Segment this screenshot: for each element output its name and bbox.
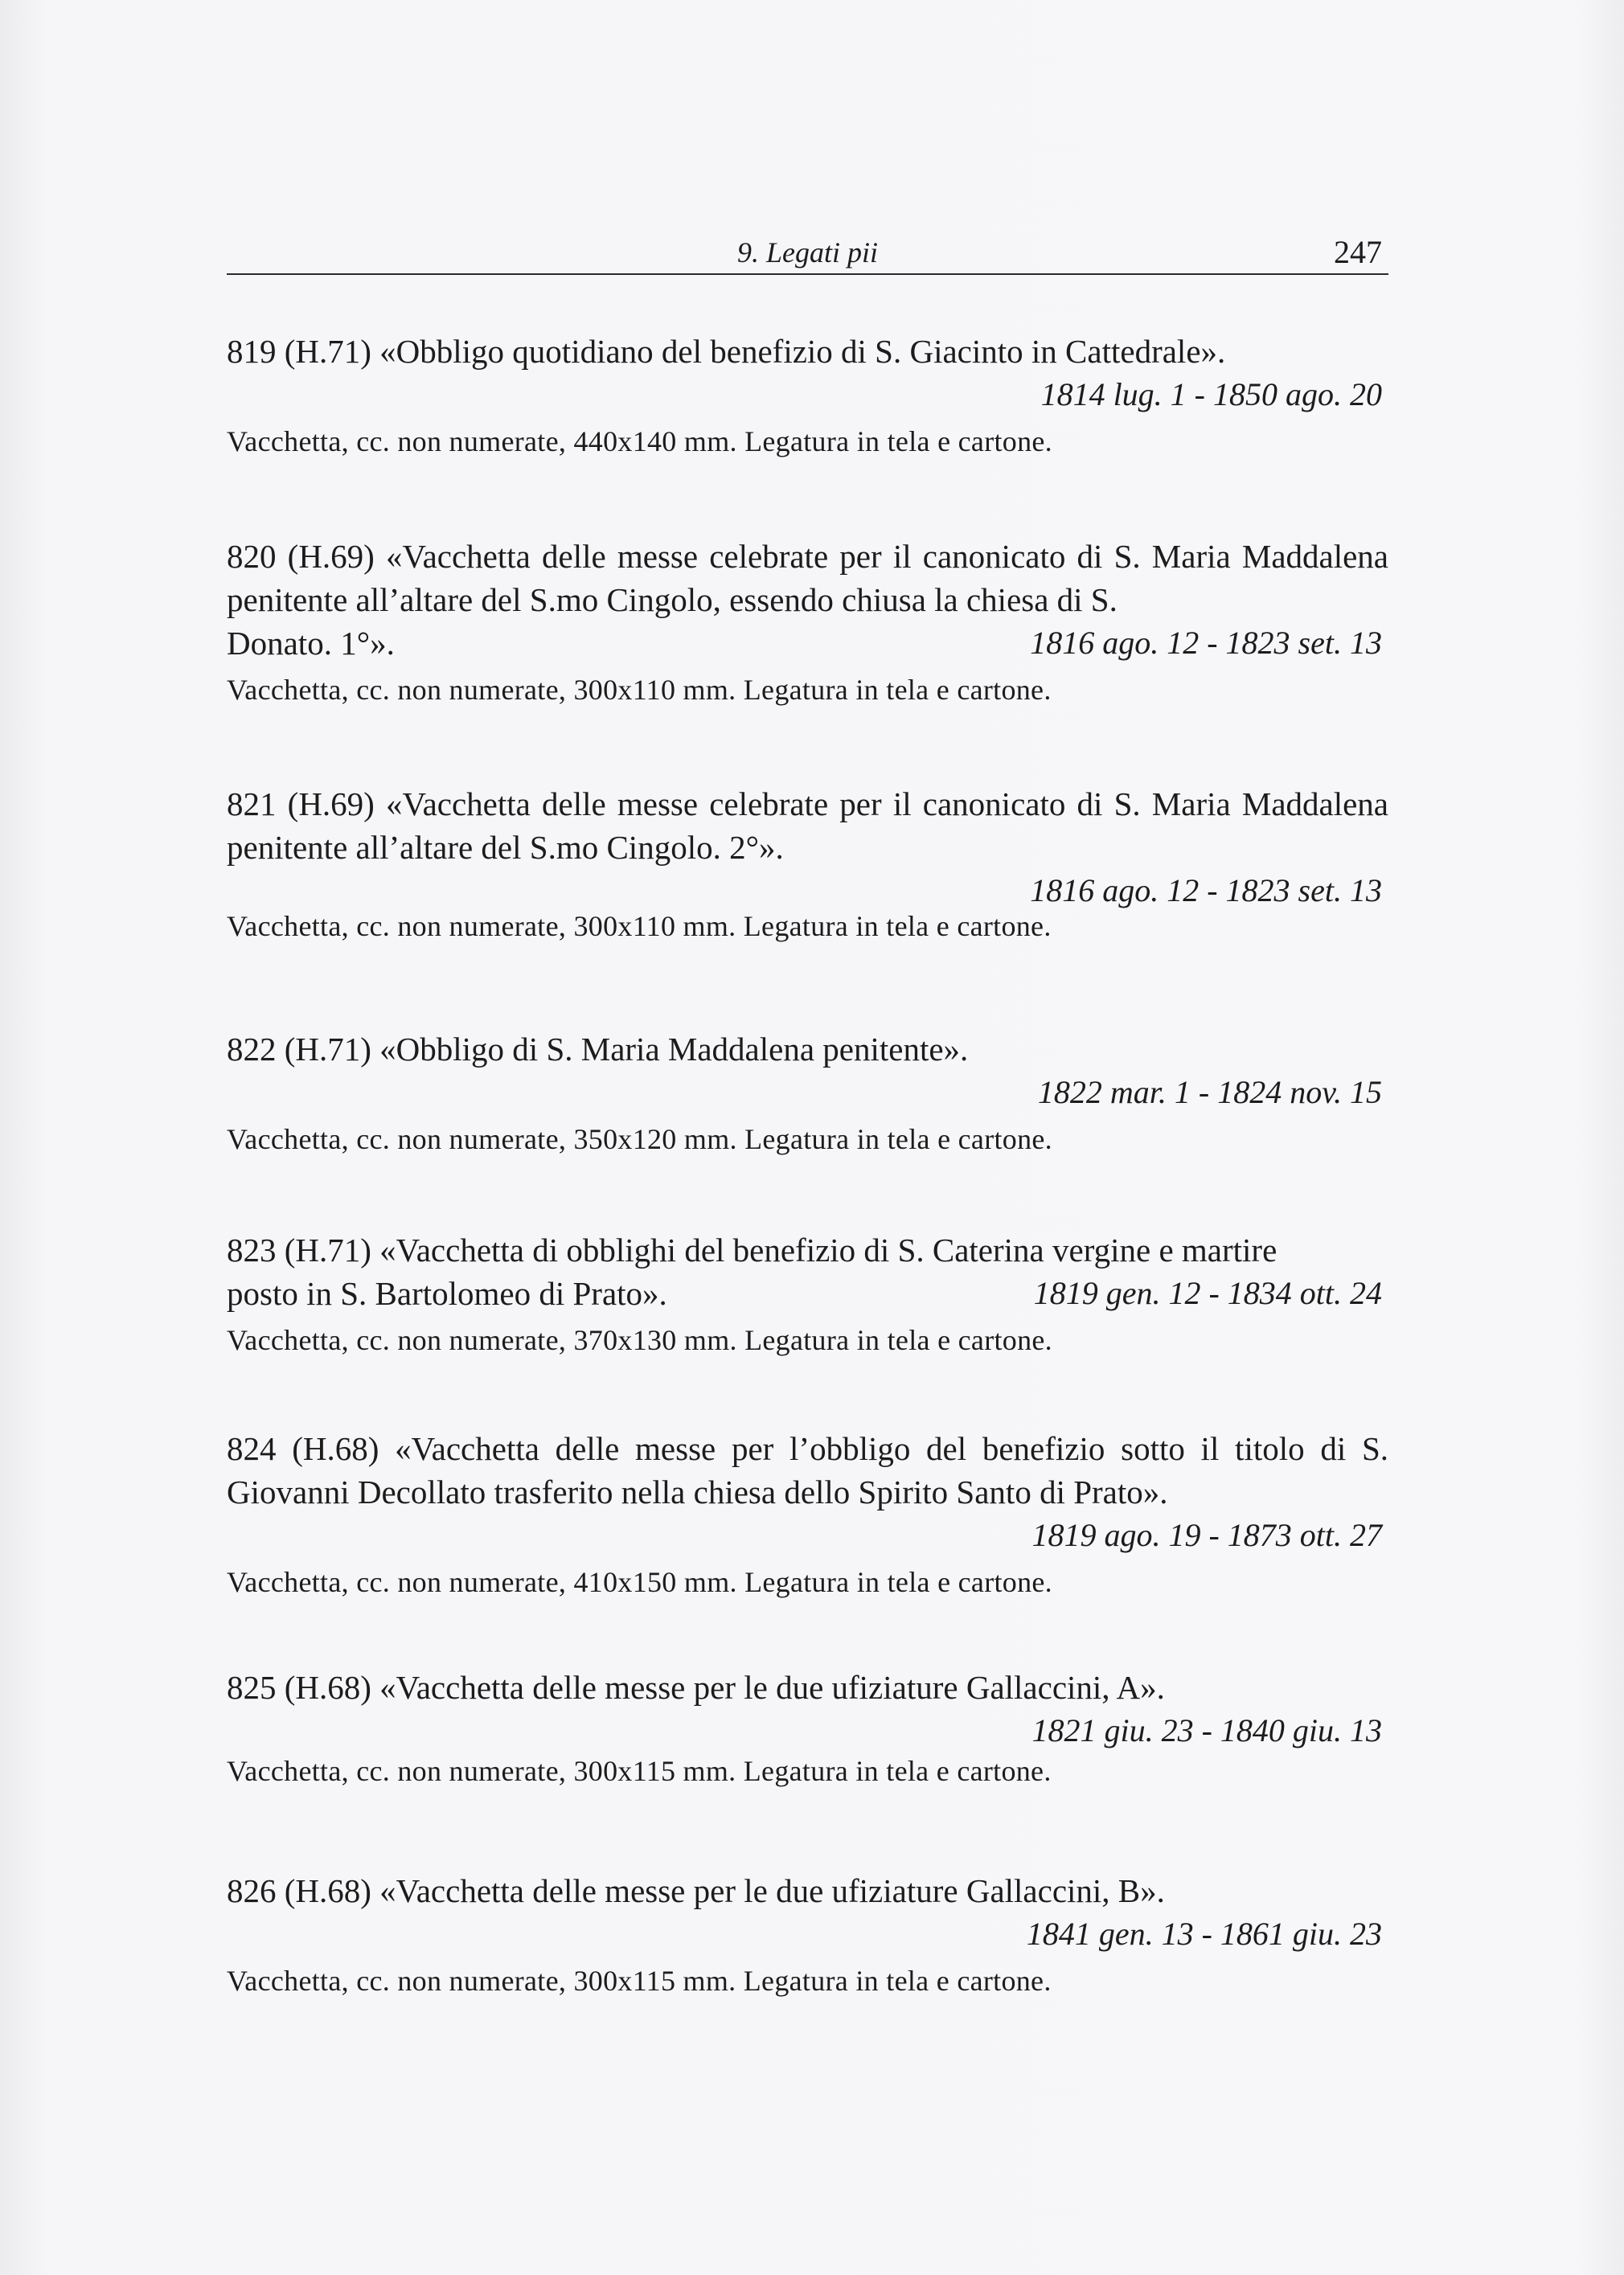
entry-title: 822 (H.71) «Obbligo di S. Maria Maddalena penitente». [227, 1031, 969, 1068]
entry-820 [227, 535, 1388, 710]
entry-824 [227, 1427, 1388, 1602]
page-number: 247 [1334, 234, 1382, 270]
entry-description: Vacchetta, cc. non numerate, 300x110 mm. Legatura in tela e cartone. [227, 674, 1052, 706]
entry-822 [227, 1027, 1388, 1159]
entry-819 [227, 330, 1388, 461]
entry-description: Vacchetta, cc. non numerate, 350x120 mm. Legatura in tela e cartone. [227, 1123, 1052, 1155]
entry-title-tail-text: posto in S. Bartolomeo di Prato». [227, 1275, 667, 1312]
entry-description: Vacchetta, cc. non numerate, 370x130 mm. Legatura in tela e cartone. [227, 1324, 1052, 1356]
entry-dates: 1841 gen. 13 - 1861 giu. 23 [1026, 1916, 1382, 1952]
entry-dates: 1816 ago. 12 - 1823 set. 13 [1030, 625, 1382, 661]
entry-title-tail [227, 1272, 1388, 1315]
entry-description: Vacchetta, cc. non numerate, 300x115 mm. Legatura in tela e cartone. [227, 1755, 1052, 1787]
entry-823 [227, 1228, 1388, 1360]
entry-dates: 1814 lug. 1 - 1850 ago. 20 [1040, 376, 1382, 412]
page-header [227, 232, 1388, 275]
entry-title: 821 (H.69) «Vacchetta delle messe celebrate per il canonicato di S. Maria Maddalena penitente all’altare del S.mo Cingolo. 2°». [227, 785, 1388, 866]
entry-825 [227, 1666, 1388, 1791]
entry-title: 819 (H.71) «Obbligo quotidiano del benefizio di S. Giacinto in Cattedrale». [227, 333, 1226, 370]
entry-title: 826 (H.68) «Vacchetta delle messe per le due ufiziature Gallaccini, B». [227, 1872, 1165, 1909]
entry-title-tail-text: Donato. 1°». [227, 625, 395, 662]
running-title: 9. Legati pii [736, 236, 878, 268]
entry-title: 824 (H.68) «Vacchetta delle messe per l’obbligo del benefizio sotto il titolo di S. Giovanni Decollato trasferito nella chiesa dello Spirito Santo di Prato». [227, 1430, 1388, 1511]
entry-title: 820 (H.69) «Vacchetta delle messe celebrate per il canonicato di S. Maria Maddalena penitente all’altare del S.mo Cingolo, essendo chiusa la chiesa di S. [227, 538, 1388, 618]
entry-dates: 1816 ago. 12 - 1823 set. 13 [1030, 872, 1382, 908]
entry-dates: 1821 giu. 23 - 1840 giu. 13 [1031, 1712, 1382, 1748]
entry-description: Vacchetta, cc. non numerate, 300x115 mm. Legatura in tela e cartone. [227, 1965, 1052, 1997]
entry-dates: 1819 gen. 12 - 1834 ott. 24 [1033, 1275, 1382, 1311]
entry-description: Vacchetta, cc. non numerate, 440x140 mm. Legatura in tela e cartone. [227, 425, 1052, 457]
entry-title-tail [227, 621, 1388, 665]
entry-826 [227, 1869, 1388, 2001]
entry-dates: 1822 mar. 1 - 1824 nov. 15 [1037, 1074, 1382, 1110]
entry-title: 823 (H.71) «Vacchetta di obblighi del benefizio di S. Caterina vergine e martire [227, 1232, 1277, 1269]
entry-title: 825 (H.68) «Vacchetta delle messe per le due ufiziature Gallaccini, A». [227, 1669, 1165, 1706]
entry-821 [227, 782, 1388, 946]
entry-dates: 1819 ago. 19 - 1873 ott. 27 [1031, 1517, 1382, 1553]
entry-description: Vacchetta, cc. non numerate, 410x150 mm. Legatura in tela e cartone. [227, 1566, 1052, 1598]
entry-description: Vacchetta, cc. non numerate, 300x110 mm. Legatura in tela e cartone. [227, 910, 1052, 942]
